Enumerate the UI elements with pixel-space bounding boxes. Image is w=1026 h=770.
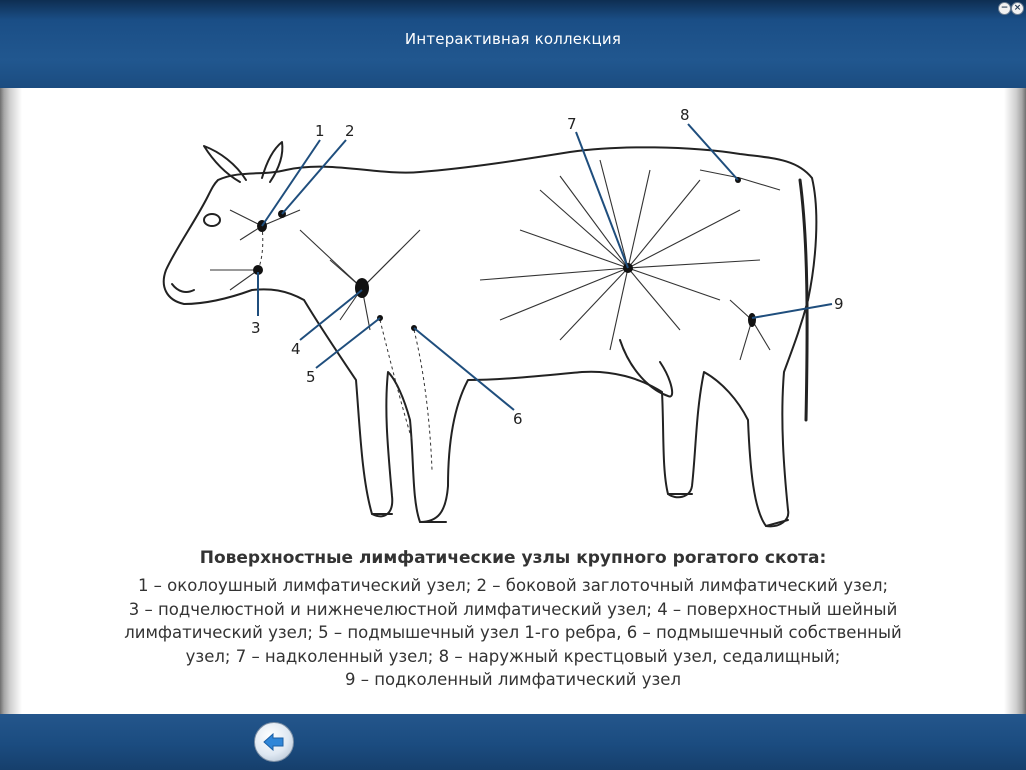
node-label-1: 1 xyxy=(315,122,325,140)
window-title: Интерактивная коллекция xyxy=(404,30,622,48)
cow-lymph-node-illustration xyxy=(150,108,870,538)
footer-bar xyxy=(0,714,1026,770)
caption-line: лимфатический узел; 5 – подмышечный узел 1-го ребра, 6 – подмышечный собственный xyxy=(124,623,902,642)
minimize-icon[interactable]: − xyxy=(998,2,1011,15)
caption-line: 1 – околоушный лимфатический узел; 2 – боковой заглоточный лимфатический узел; xyxy=(137,576,889,595)
caption-title: Поверхностные лимфатические узлы крупного рогатого скота: xyxy=(199,548,827,568)
node-label-3: 3 xyxy=(251,319,261,337)
content-panel xyxy=(0,88,1026,714)
title-bar xyxy=(0,0,1026,88)
node-label-9: 9 xyxy=(834,295,844,313)
caption-line: узел; 7 – надколенный узел; 8 – наружный крестцовый узел, седалищный; xyxy=(185,646,841,666)
back-arrow-icon xyxy=(260,728,288,756)
node-label-4: 4 xyxy=(291,340,301,358)
caption-line: 9 – подколенный лимфатический узел xyxy=(345,670,681,689)
node-label-6: 6 xyxy=(513,410,523,428)
node-label-5: 5 xyxy=(306,368,316,386)
back-button[interactable] xyxy=(254,722,294,762)
caption-line: 3 – подчелюстной и нижнечелюстной лимфатический узел; 4 – поверхностный шейный xyxy=(128,599,898,619)
cow-outline xyxy=(164,147,817,526)
node-label-7: 7 xyxy=(567,115,577,133)
node-label-2: 2 xyxy=(345,122,355,140)
caption xyxy=(40,548,986,692)
close-icon[interactable]: × xyxy=(1011,2,1024,15)
node-label-8: 8 xyxy=(680,108,690,124)
